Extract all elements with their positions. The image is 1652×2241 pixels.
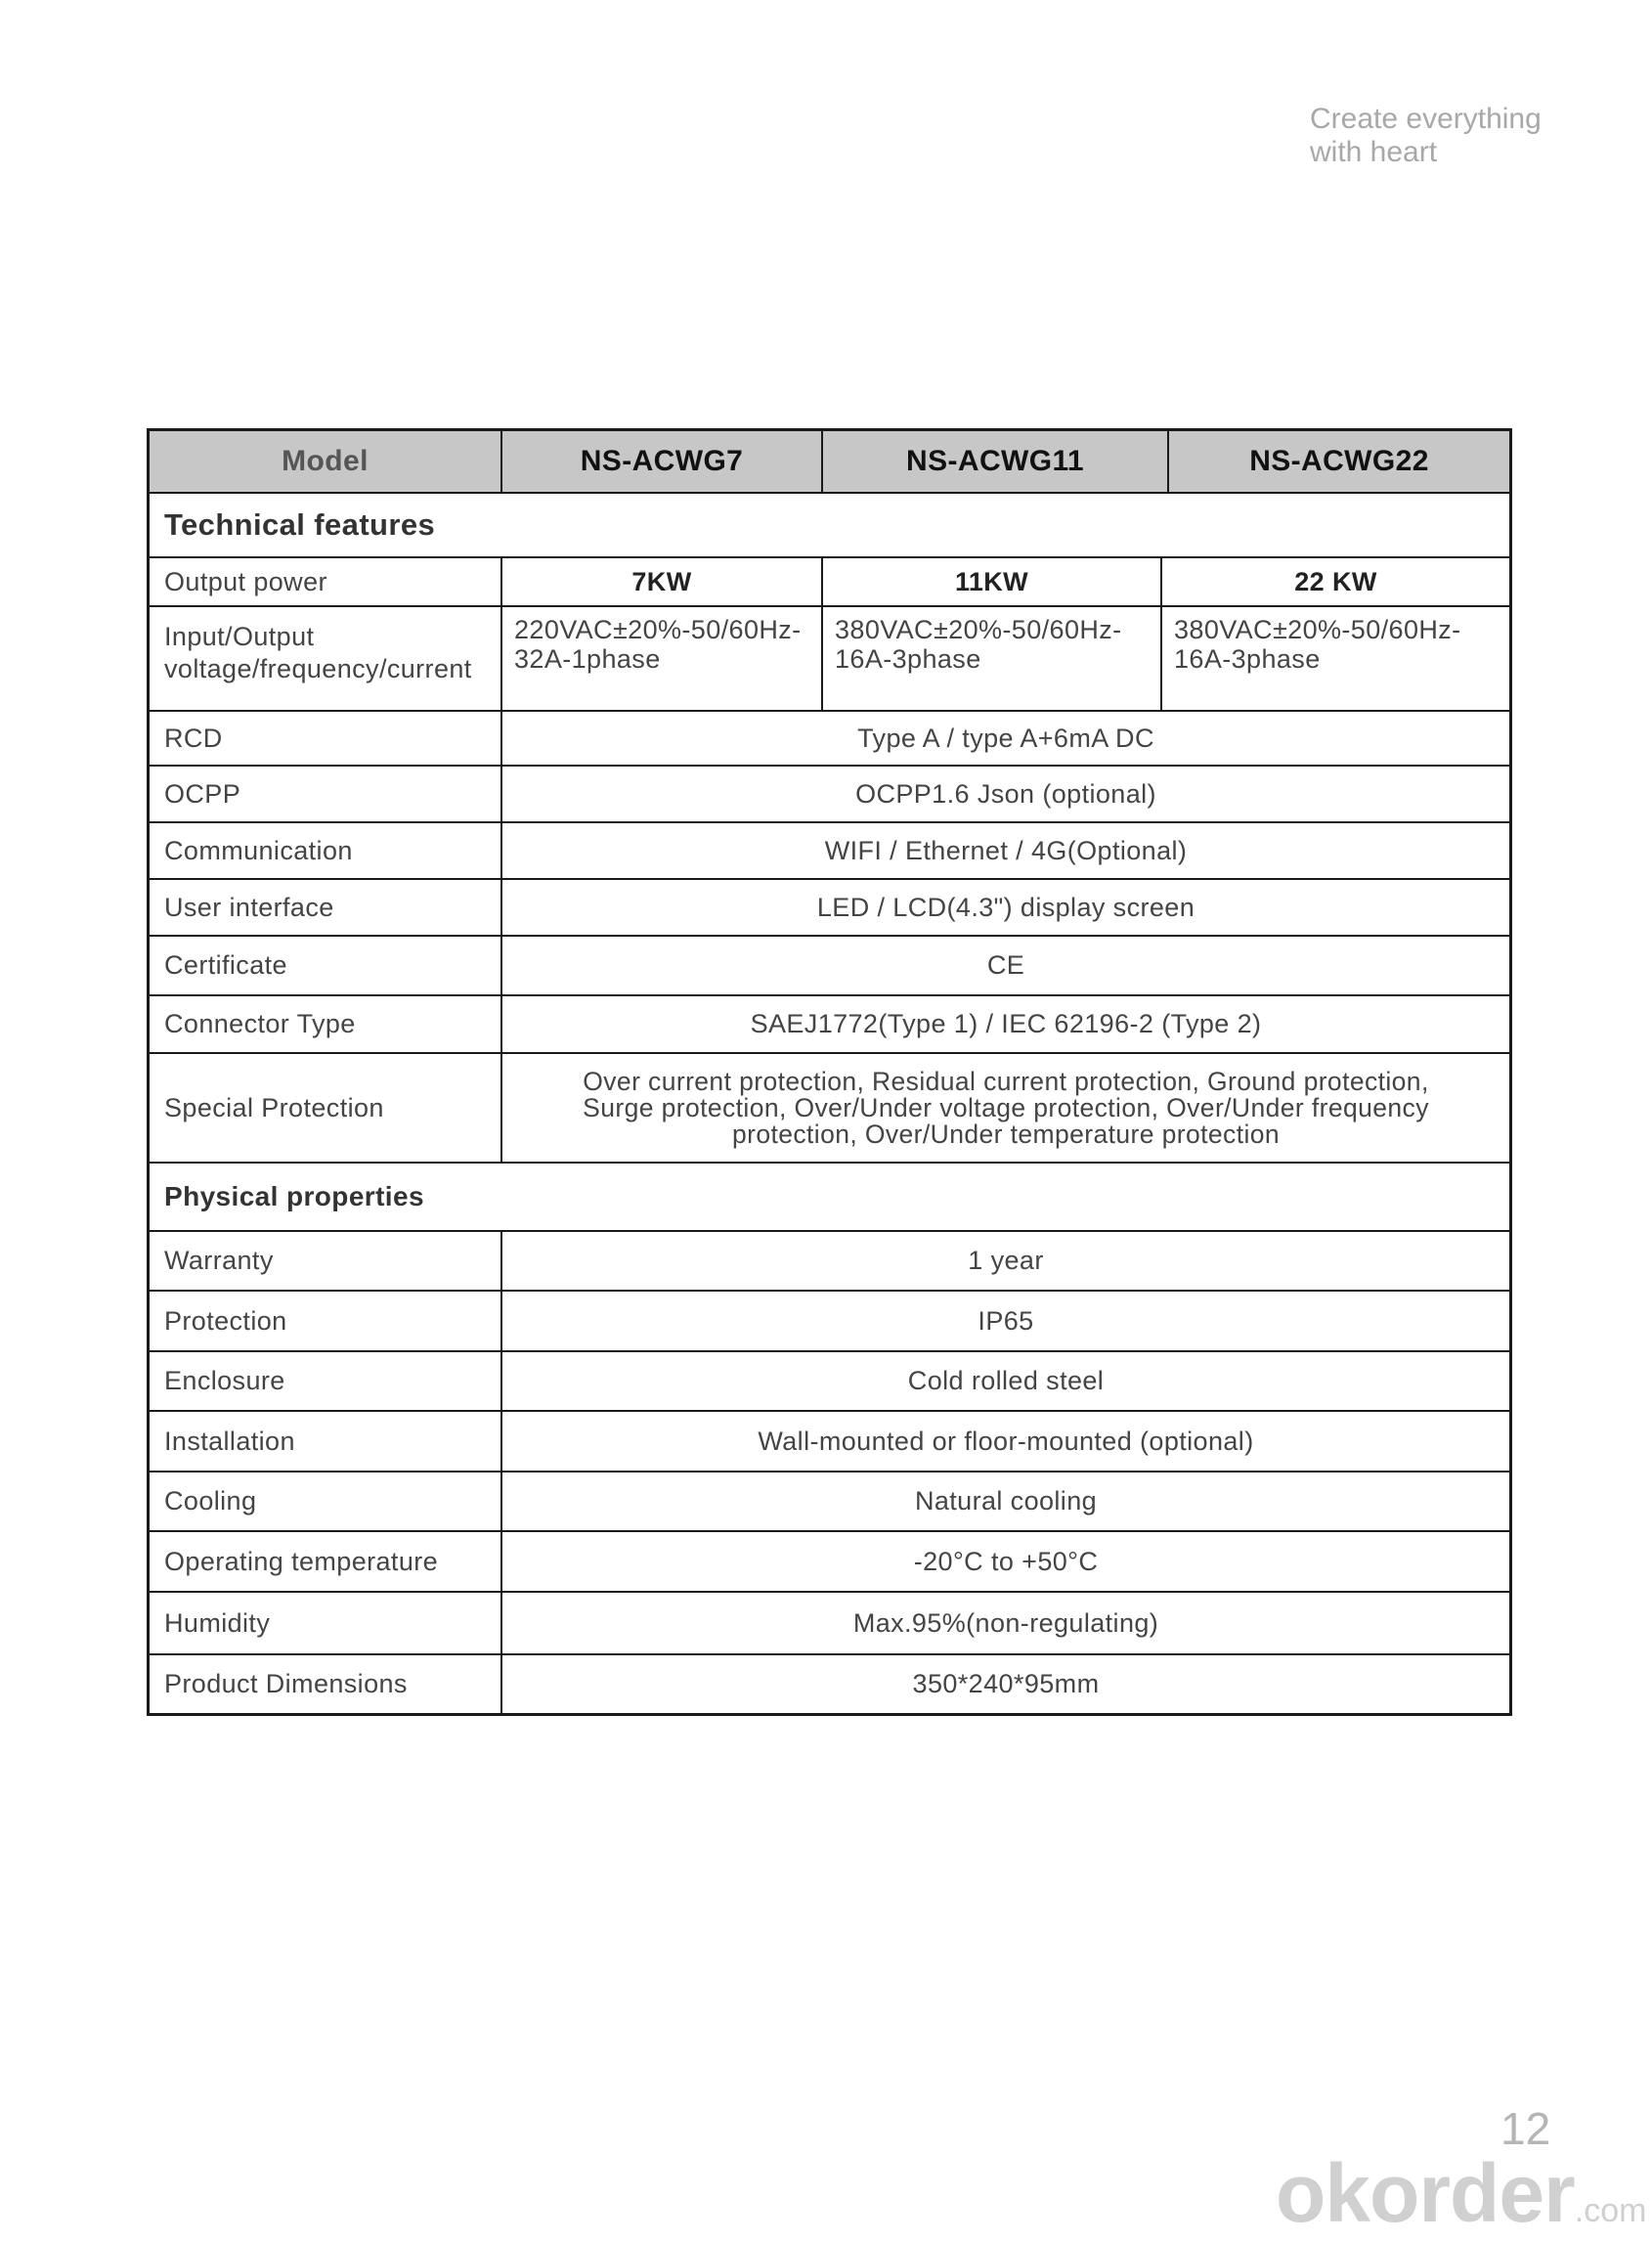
table-row-communication (150, 821, 1509, 878)
io-line-2: 16A-3phase (1174, 644, 1321, 674)
row-label: Connector Type (150, 996, 502, 1052)
header-model: Model (150, 431, 502, 492)
watermark-logo (1276, 2146, 1646, 2241)
row-label: Certificate (150, 937, 502, 994)
row-value: SAEJ1772(Type 1) / IEC 62196-2 (Type 2) (750, 1009, 1262, 1038)
power-ns-acwg11: 11KW (823, 558, 1162, 605)
row-value: OCPP1.6 Json (optional) (855, 778, 1156, 809)
table-row-operating-temperature (150, 1530, 1509, 1591)
row-label: User interface (150, 880, 502, 935)
io-ns-acwg11 (823, 607, 1162, 710)
section-physical-row (150, 1162, 1509, 1230)
row-value: CE (986, 950, 1025, 980)
io-line-1: 380VAC±20%-50/60Hz- (1174, 615, 1461, 644)
io-line-2: 16A-3phase (835, 644, 981, 674)
table-row-output-power (150, 556, 1509, 605)
header-ns-acwg11: NS-ACWG11 (823, 431, 1169, 492)
row-value: Type A / type A+6mA DC (857, 723, 1154, 753)
row-value: Max.95%(non-regulating) (852, 1607, 1159, 1638)
table-row-rcd (150, 710, 1509, 765)
section-title-physical: Physical properties (164, 1181, 424, 1211)
io-ns-acwg22 (1162, 607, 1509, 710)
section-title-technical: Technical features (164, 507, 436, 542)
table-row-connector-type (150, 994, 1509, 1052)
watermark-main: okorder (1276, 2147, 1575, 2239)
table-row-special-protection (150, 1052, 1509, 1162)
row-label: Warranty (150, 1232, 502, 1290)
row-label: Output power (150, 558, 502, 605)
io-line-1: 380VAC±20%-50/60Hz- (835, 615, 1122, 644)
row-label-line-2: voltage/frequency/current (164, 654, 472, 683)
row-value: Natural cooling (914, 1486, 1098, 1516)
row-label: Enclosure (150, 1352, 502, 1410)
header-ns-acwg22: NS-ACWG22 (1249, 445, 1429, 477)
row-label-line-1: Input/Output (164, 622, 315, 651)
power-ns-acwg22: 22 KW (1294, 566, 1377, 596)
row-value: Cold rolled steel (907, 1366, 1105, 1395)
section-technical-row (150, 492, 1509, 556)
protection-line-1: Over current protection, Residual current protection, Ground protection, (583, 1066, 1429, 1096)
row-label: Protection (150, 1292, 502, 1350)
row-value: 1 year (968, 1246, 1044, 1275)
tagline-line-1: Create everything (1310, 103, 1542, 135)
table-row-user-interface (150, 878, 1509, 935)
row-label: Operating temperature (150, 1532, 502, 1591)
row-value: LED / LCD(4.3") display screen (816, 892, 1196, 922)
table-row-humidity (150, 1591, 1509, 1653)
row-value: WIFI / Ethernet / 4G(Optional) (824, 835, 1188, 865)
protection-line-3: protection, Over/Under temperature protection (731, 1119, 1281, 1149)
page-number: 12 (1500, 2103, 1551, 2154)
power-ns-acwg7: 7KW (502, 558, 823, 605)
row-label: Product Dimensions (150, 1655, 502, 1713)
row-label: Cooling (150, 1472, 502, 1530)
table-row-installation (150, 1410, 1509, 1471)
header-ns-acwg7: NS-ACWG7 (502, 431, 823, 492)
row-value (502, 1054, 1509, 1162)
watermark-suffix: .com (1574, 2192, 1647, 2229)
row-label: Humidity (150, 1593, 502, 1653)
table-row-cooling (150, 1471, 1509, 1530)
table-row-enclosure (150, 1350, 1509, 1410)
row-label: Communication (150, 823, 502, 878)
row-label: Installation (150, 1412, 502, 1471)
row-value: -20°C to +50°C (913, 1546, 1099, 1576)
tagline (1310, 103, 1542, 169)
table-row-protection (150, 1290, 1509, 1350)
row-label (150, 607, 502, 710)
io-line-2: 32A-1phase (514, 644, 661, 674)
table-row-ocpp (150, 765, 1509, 821)
spec-table (147, 428, 1512, 1716)
table-row-warranty (150, 1230, 1509, 1290)
row-label: OCPP (150, 767, 502, 821)
io-line-1: 220VAC±20%-50/60Hz- (514, 615, 802, 644)
table-row-product-dimensions (150, 1653, 1509, 1713)
io-ns-acwg7 (502, 607, 823, 710)
row-value: 350*240*95mm (912, 1669, 1100, 1698)
table-header-row (150, 431, 1509, 492)
protection-line-2: Surge protection, Over/Under voltage protection, Over/Under frequency (583, 1092, 1429, 1122)
row-label: RCD (150, 712, 502, 765)
table-row-certificate (150, 935, 1509, 994)
row-value: Wall-mounted or floor-mounted (optional) (758, 1426, 1254, 1456)
tagline-line-2: with heart (1310, 136, 1438, 168)
row-value: IP65 (978, 1305, 1034, 1336)
row-label: Special Protection (150, 1054, 502, 1162)
table-row-io (150, 605, 1509, 710)
